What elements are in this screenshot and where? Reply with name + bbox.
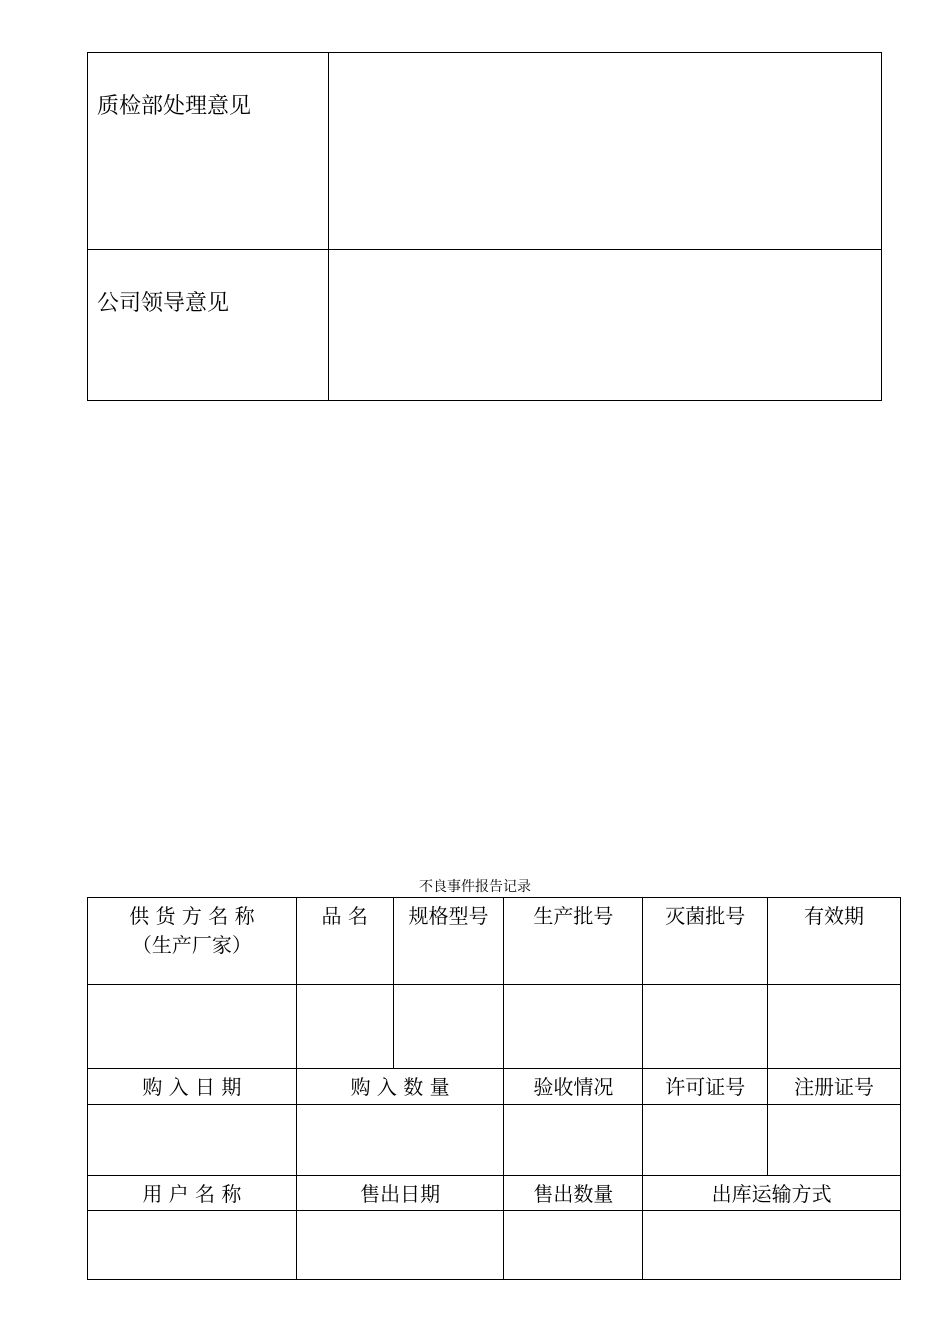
opinion-table bbox=[87, 52, 882, 401]
leader-opinion-label: 公司领导意见 bbox=[88, 250, 329, 401]
supplier-cell[interactable] bbox=[88, 985, 297, 1069]
data-row-1 bbox=[88, 985, 901, 1069]
registration-header: 注册证号 bbox=[768, 1069, 901, 1105]
header-row-2 bbox=[88, 1069, 901, 1105]
sterile-batch-cell[interactable] bbox=[643, 985, 768, 1069]
report-title: 不良事件报告记录 bbox=[419, 879, 531, 895]
data-row-2 bbox=[88, 1105, 901, 1176]
data-row-3 bbox=[88, 1211, 901, 1280]
inspection-cell[interactable] bbox=[504, 1105, 643, 1176]
adverse-event-table bbox=[87, 897, 901, 1280]
supplier-label: 供 货 方 名 称 bbox=[129, 904, 255, 928]
purchase-qty-cell[interactable] bbox=[296, 1105, 504, 1176]
expiry-cell[interactable] bbox=[768, 985, 901, 1069]
leader-opinion-field[interactable] bbox=[329, 250, 882, 401]
spec-header: 规格型号 bbox=[393, 898, 504, 985]
sale-date-cell[interactable] bbox=[296, 1211, 504, 1280]
expiry-header: 有效期 bbox=[768, 898, 901, 985]
user-name-cell[interactable] bbox=[88, 1211, 297, 1280]
sterile-batch-header: 灭菌批号 bbox=[643, 898, 768, 985]
purchase-qty-header: 购 入 数 量 bbox=[296, 1069, 504, 1105]
supplier-sub-label: （生产厂家） bbox=[131, 933, 252, 957]
sale-qty-cell[interactable] bbox=[504, 1211, 643, 1280]
header-row-1 bbox=[88, 898, 901, 985]
opinion-row-qc bbox=[88, 53, 882, 250]
batch-header: 生产批号 bbox=[504, 898, 643, 985]
registration-cell[interactable] bbox=[768, 1105, 901, 1176]
purchase-date-header: 购 入 日 期 bbox=[88, 1069, 297, 1105]
sale-date-header: 售出日期 bbox=[296, 1176, 504, 1211]
purchase-date-cell[interactable] bbox=[88, 1105, 297, 1176]
qc-opinion-field[interactable] bbox=[329, 53, 882, 250]
sale-qty-header: 售出数量 bbox=[504, 1176, 643, 1211]
shipping-header: 出库运输方式 bbox=[643, 1176, 901, 1211]
product-name-header: 品 名 bbox=[296, 898, 393, 985]
opinion-row-leader bbox=[88, 250, 882, 401]
user-name-header: 用 户 名 称 bbox=[88, 1176, 297, 1211]
license-cell[interactable] bbox=[643, 1105, 768, 1176]
shipping-cell[interactable] bbox=[643, 1211, 901, 1280]
batch-cell[interactable] bbox=[504, 985, 643, 1069]
supplier-header bbox=[88, 898, 297, 985]
license-header: 许可证号 bbox=[643, 1069, 768, 1105]
spec-cell[interactable] bbox=[393, 985, 504, 1069]
qc-opinion-label: 质检部处理意见 bbox=[88, 53, 329, 250]
product-name-cell[interactable] bbox=[296, 985, 393, 1069]
header-row-3 bbox=[88, 1176, 901, 1211]
inspection-header: 验收情况 bbox=[504, 1069, 643, 1105]
